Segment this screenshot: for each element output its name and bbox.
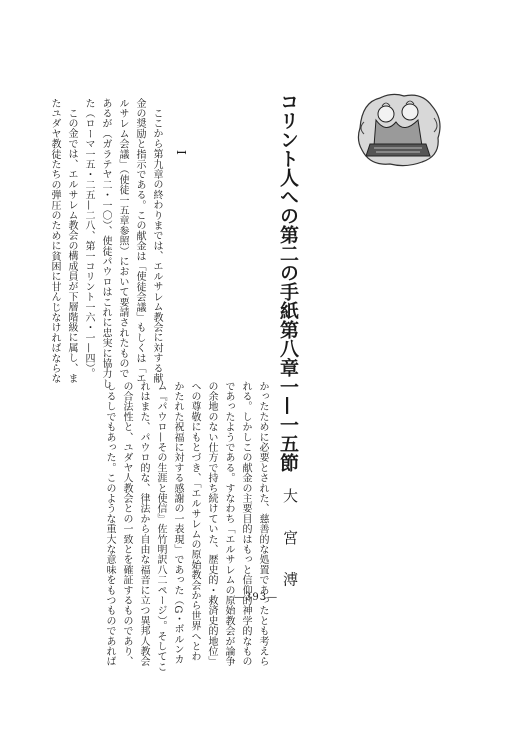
article-title: コリント人への第二の手紙第八章一—一五節: [277, 92, 299, 472]
left-column-line: たユダヤ教徒たちの弾圧のために貧困に甘んじなければならな: [49, 98, 60, 384]
right-column-line: の合法性と、ユダヤ人教会との一致とを確証するものであり、: [121, 381, 132, 667]
right-column-line: の余地のない仕方で持ち続けていた、歴史的・救済史的地位」: [206, 381, 217, 667]
left-column-line: 金の奨励と指示である。この献金は「使徒会議」もしくは「エ: [134, 98, 145, 384]
right-column-line: れはまた、パウロ的な、律法から自由な福音に立つ異邦人教会: [138, 381, 149, 667]
right-column-line: であったようである。すなわち「エルサレムの原始教会が論争: [223, 381, 234, 667]
left-column-line: ルサレム会議」（使徒一五章参照）において要請されたもので: [117, 98, 128, 379]
section-number: I: [174, 150, 188, 155]
left-column-line: ここから第九章の終わりまでは、エルサレム教会に対する献: [151, 108, 162, 384]
right-column-line: しるしでもあった。このような重大な意味をもつものであれば: [104, 381, 115, 667]
right-column-line: への尊敬にもとづき、「エルサレムの原始教会から世界へとわ: [189, 381, 200, 662]
author-name: 大 宮 溥: [281, 488, 299, 598]
decorative-emblem-icon: [352, 88, 446, 170]
page-number: —393—: [234, 592, 279, 603]
right-column-line: れる。しかしこの献金の主要目的はもっと信仰的神学的なもの: [240, 381, 251, 667]
right-column-line: かたれた祝福に対する感謝の一表現」であった（G・ボルンカ: [172, 381, 183, 665]
left-column-line: あるが（ガラテヤ二・一〇）、使徒パウロはこれに忠実に協力し: [100, 98, 111, 389]
left-column-line: この金では、エルサレム教会の構成員が下層階級に属し、ま: [66, 108, 77, 384]
left-column-line: た（ローマ一五・二五—二八、第一コリント一六・一—四）。: [83, 98, 94, 379]
right-column-line: ム『パウロ—その生涯と使信』佐竹明訳八二ページ）。そしてこ: [155, 381, 166, 672]
right-column-line: かったために必要とされた、慈善的な処置であったとも考えら: [257, 381, 268, 667]
